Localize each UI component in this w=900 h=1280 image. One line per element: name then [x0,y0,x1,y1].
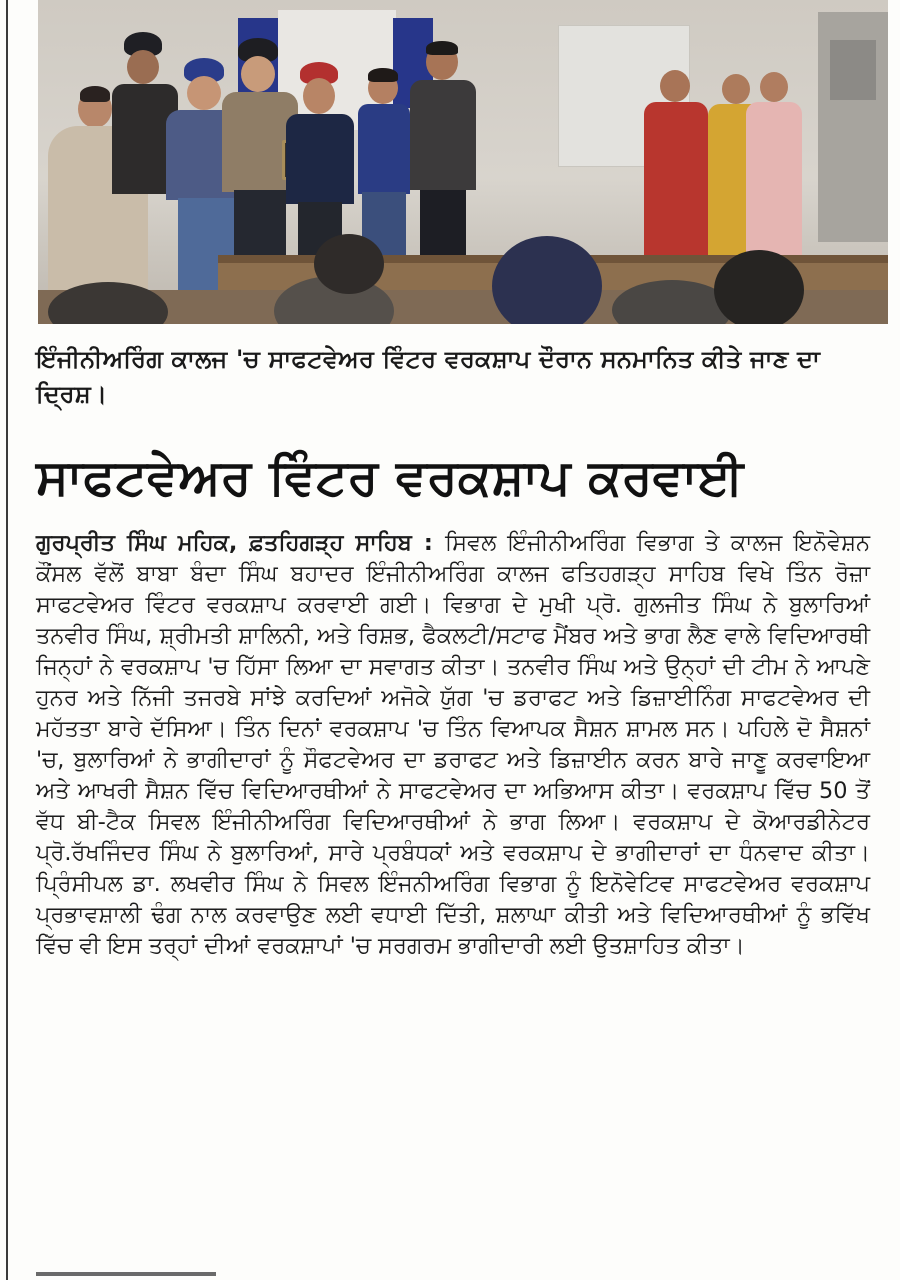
photo-caption: ਇੰਜੀਨੀਅਰਿੰਗ ਕਾਲਜ 'ਚ ਸਾਫਟਵੇਅਰ ਵਿੰਟਰ ਵਰਕਸ਼ਾਪ ਦੌਰਾਨ ਸਨਮਾਨਿਤ ਕੀਤੇ ਜਾਣ ਦਾ ਦ੍ਰਿਸ਼। [36,345,821,408]
event-photo [38,0,888,324]
audience-head [714,250,804,324]
article-body [36,528,870,962]
person-woman-right-1 [642,70,710,260]
byline-separator: : [411,530,445,556]
audience-head [492,236,602,324]
byline: ਗੁਰਪ੍ਰੀਤ ਸਿੰਘ ਮਹਿਕ, ਫ਼ਤਹਿਗੜ੍ਹ ਸਾਹਿਬ [36,530,412,556]
person-woman-right-3 [742,72,806,262]
article-text: ਸਿਵਲ ਇੰਜੀਨੀਅਰਿੰਗ ਵਿਭਾਗ ਤੇ ਕਾਲਜ ਇਨੋਵੇਸ਼ਨ ਕੌਂਸਲ ਵੱਲੋਂ ਬਾਬਾ ਬੰਦਾ ਸਿੰਘ ਬਹਾਦਰ ਇੰਜੀਨੀਅਰਿੰਗ ਕਾਲਜ ਫਤਿਹਗੜ੍ਹ ਸਾਹਿਬ ਵਿਖੇ ਤਿੰਨ ਰੋਜ਼ਾ ਸਾਫਟਵੇਅਰ ਵਿੰਟਰ ਵਰਕਸ਼ਾਪ ਕਰਵਾਈ ਗਈ। ਵਿਭਾਗ ਦੇ ਮੁਖੀ ਪ੍ਰੋ. ਗੁਲਜੀਤ ਸਿੰਘ ਨੇ ਬੁਲਾਰਿਆਂ ਤਨਵੀਰ ਸਿੰਘ, ਸ਼੍ਰੀਮਤੀ ਸ਼ਾਲਿਨੀ, ਅਤੇ ਰਿਸ਼ਭ, ਫੈਕਲਟੀ/ਸਟਾਫ ਮੈਂਬਰ ਅਤੇ ਭਾਗ ਲੈਣ ਵਾਲੇ ਵਿਦਿਆਰਥੀ ਜਿਨ੍ਹਾਂ ਨੇ ਵਰਕਸ਼ਾਪ 'ਚ ਹਿੱਸਾ ਲਿਆ ਦਾ ਸਵਾਗਤ ਕੀਤਾ। ਤਨਵੀਰ ਸਿੰਘ ਅਤੇ ਉਨ੍ਹਾਂ ਦੀ ਟੀਮ ਨੇ ਆਪਣੇ ਹੁਨਰ ਅਤੇ ਨਿੱਜੀ ਤਜਰਬੇ ਸਾਂਝੇ ਕਰਦਿਆਂ ਅਜੋਕੇ ਯੁੱਗ 'ਚ ਡਰਾਫਟ ਅਤੇ ਡਿਜ਼ਾਈਨਿੰਗ ਸਾਫਟਵੇਅਰ ਦੀ ਮਹੱਤਤਾ ਬਾਰੇ ਦੱਸਿਆ। ਤਿੰਨ ਦਿਨਾਂ ਵਰਕਸ਼ਾਪ 'ਚ ਤਿੰਨ ਵਿਆਪਕ ਸੈਸ਼ਨ ਸ਼ਾਮਲ ਸਨ। ਪਹਿਲੇ ਦੋ ਸੈਸ਼ਨਾਂ 'ਚ, ਬੁਲਾਰਿਆਂ ਨੇ ਭਾਗੀਦਾਰਾਂ ਨੂੰ ਸੌਫਟਵੇਅਰ ਦਾ ਡਰਾਫਟ ਅਤੇ ਡਿਜ਼ਾਈਨ ਕਰਨ ਬਾਰੇ ਜਾਣੂ ਕਰਵਾਇਆ ਅਤੇ ਆਖਰੀ ਸੈਸ਼ਨ ਵਿੱਚ ਵਿਦਿਆਰਥੀਆਂ ਨੇ ਸਾਫਟਵੇਅਰ ਦਾ ਅਭਿਆਸ ਕੀਤਾ। ਵਰਕਸ਼ਾਪ ਵਿੱਚ 50 ਤੋਂ ਵੱਧ ਬੀ-ਟੈਕ ਸਿਵਲ ਇੰਜੀਨੀਅਰਿੰਗ ਵਿਦਿਆਰਥੀਆਂ ਨੇ ਭਾਗ ਲਿਆ। ਵਰਕਸ਼ਾਪ ਦੇ ਕੋਆਰਡੀਨੇਟਰ ਪ੍ਰੋ.ਰੱਖਜਿੰਦਰ ਸਿੰਘ ਨੇ ਬੁਲਾਰਿਆਂ, ਸਾਰੇ ਪ੍ਰਬੰਧਕਾਂ ਅਤੇ ਵਰਕਸ਼ਾਪ ਦੇ ਭਾਗੀਦਾਰਾਂ ਦਾ ਧੰਨਵਾਦ ਕੀਤਾ। ਪ੍ਰਿੰਸੀਪਲ ਡਾ. ਲਖਵੀਰ ਸਿੰਘ ਨੇ ਸਿਵਲ ਇੰਜਨੀਅਰਿੰਗ ਵਿਭਾਗ ਨੂੰ ਇਨੋਵੇਟਿਵ ਸਾਫਟਵੇਅਰ ਵਰਕਸ਼ਾਪ ਪ੍ਰਭਾਵਸ਼ਾਲੀ ਢੰਗ ਨਾਲ ਕਰਵਾਉਣ ਲਈ ਵਧਾਈ ਦਿੱਤੀ, ਸ਼ਲਾਘਾ ਕੀਤੀ ਅਤੇ ਵਿਦਿਆਰਥੀਆਂ ਨੂੰ ਭਵਿੱਖ ਵਿੱਚ ਵੀ ਇਸ ਤਰ੍ਹਾਂ ਦੀਆਂ ਵਰਕਸ਼ਾਪਾਂ 'ਚ ਸਰਗਰਮ ਭਾਗੀਦਾਰੀ ਲਈ ਉਤਸ਼ਾਹਿਤ ਕੀਤਾ। [36,530,871,959]
column-rule [6,0,8,1280]
audience-head [314,234,384,294]
headline: ਸਾਫਟਵੇਅਰ ਵਿੰਟਰ ਵਰਕਸ਼ਾਪ ਕਰਵਾਈ [36,449,744,506]
photo-cabinet-shelf [830,40,876,100]
bottom-rule [36,1272,216,1276]
